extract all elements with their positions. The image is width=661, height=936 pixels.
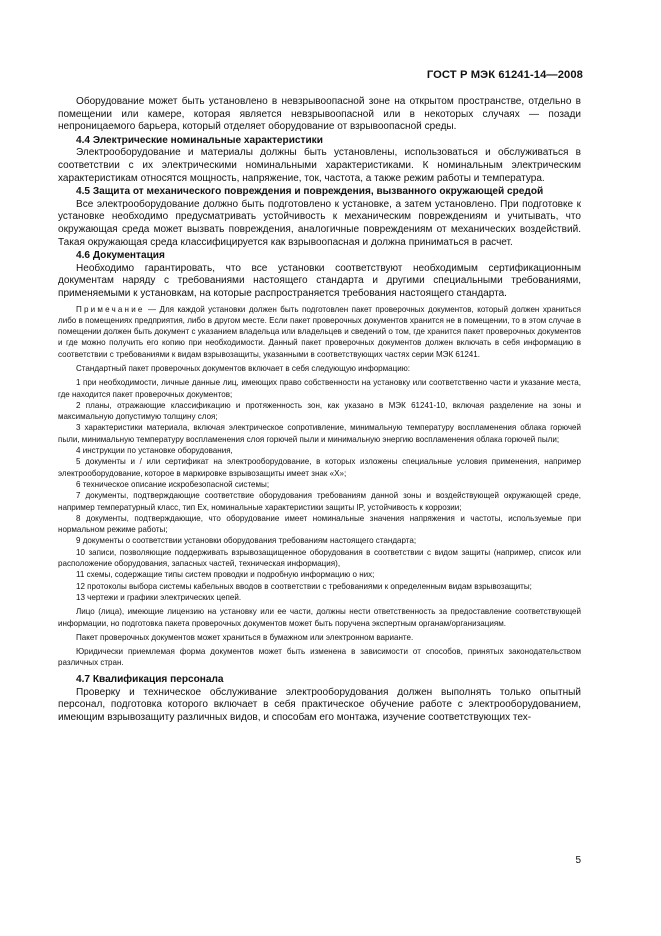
- section-4-4-text: Электрооборудование и материалы должны быть установлены, использоваться и обслуживаться в соответствии с их электрическими номинальными характеристиками. К номинальным электрическим характеристикам относятся мощность, напряжение, ток, частота, а также режим работы и температура.: [58, 147, 581, 184]
- list-item: 12 протоколы выбора системы кабельных вводов в соответствии с требованиями к определенным видам взрывозащиты;: [76, 581, 532, 591]
- list-item: 6 техническое описание искробезопасной системы;: [76, 479, 270, 489]
- note-paragraph: [58, 304, 581, 360]
- list-intro: Стандартный пакет проверочных документов включает в себя следующую информацию:: [76, 363, 411, 373]
- storage-paragraph: Пакет проверочных документов может храниться в бумажном или электронном варианте.: [76, 632, 414, 642]
- list-item: 10 записи, позволяющие поддерживать взрывозащищенное оборудования в соответствии с видом защиты (например, список или расположение оборудования, запасных частей, техническая информация),: [58, 547, 581, 569]
- list-item: 3 характеристики материала, включая электрическое сопротивление, минимальную температуру воспламенения облака горючей пыли, минимальную температуру воспламенения слоя горючей пыли и минимальную энергию воспламенения облака горючей пыли;: [58, 423, 581, 444]
- list-item: 9 документы о соответствии установки оборудования требованиям настоящего стандарта;: [76, 536, 417, 546]
- section-4-7-text: Проверку и техническое обслуживание электрооборудования должен выполнять только опытный персонал, подготовка которого включает в себя практическое обучение работе с электрооборудованием, имеющим взрывозащиту различных видов, и способам его монтажа, изучение соответствующих тех-: [58, 686, 581, 723]
- legal-paragraph: Юридически приемлемая форма документов может быть изменена в зависимости от способов, принятых законодательством различных стран.: [58, 647, 581, 668]
- section-4-4-heading: 4.4 Электрические номинальные характеристики: [76, 134, 323, 146]
- list-item: 2 планы, отражающие классификацию и протяженность зон, как указано в МЭК 61241-10, включая разделение на зоны и максимальную допустимую толщину слоя;: [58, 400, 581, 422]
- section-4-5-heading: 4.5 Защита от механического повреждения и повреждения, вызванного окружающей средой: [76, 186, 544, 198]
- list-item: 5 документы и / или сертификат на электрооборудование, в которых изложены специальные условия применения, например электрооборудование, которое в маркировке взрывозащиты имеет знак «X»;: [58, 457, 581, 478]
- section-4-5-text: Все электрооборудование должно быть подготовлено к установке, а затем установлено. При подготовке к установке необходимо предусматривать устойчивость к механическим повреждениям и учитывать, что окружающая среда может вызвать повреждения, аналогичные повреждениям от механических воздействий. Такая окружающая среда классифицируется как взрывоопасная и должна приниматься в расчет.: [58, 198, 581, 248]
- list-item: 1 при необходимости, личные данные лиц, имеющих право собственности на установку или соответственно части и указание места, где находится пакет проверочных документов;: [58, 378, 581, 399]
- list-item: 13 чертежи и графики электрических цепей.: [76, 592, 242, 602]
- persons-paragraph: Лицо (лица), имеющие лицензию на установку или ее части, должны нести ответственность за предоставление соответствующей информации, но подготовка пакета проверочных документов может быть поручена экспертным органам/организациям.: [58, 607, 581, 628]
- section-4-6-text: Необходимо гарантировать, что все установки соответствуют необходимым сертификационным документам наряду с требованиями настоящего стандарта и другими специальными требованиями, применяемыми к установкам, на которые распространяется требования настоящего стандарта.: [58, 262, 581, 299]
- note-label: Примечание: [76, 304, 145, 314]
- page-content: [58, 96, 581, 724]
- section-4-7-heading: 4.7 Квалификация персонала: [76, 673, 224, 685]
- intro-paragraph: Оборудование может быть установлено в невзрывоопасной зоне на открытом пространстве, отдельно в помещении или камере, которая является невзрывоопасной или в некоторых случаях — позади непроницаемого барьера, который отделяет оборудование от взрывоопасной среды.: [58, 96, 581, 133]
- list-item: 8 документы, подтверждающие, что оборудование имеет номинальные значения напряжения и частоты, используемые при нормальном режиме работы;: [58, 513, 581, 535]
- list-item: 4 инструкции по установке оборудования,: [76, 446, 233, 456]
- document-standard-number: ГОСТ Р МЭК 61241-14—2008: [426, 69, 583, 81]
- list-item: 11 схемы, содержащие типы систем проводки и подробную информацию о них;: [76, 570, 375, 580]
- page-number: 5: [575, 855, 581, 866]
- section-4-6-heading: 4.6 Документация: [76, 250, 165, 262]
- list-item: 7 документы, подтверждающие соответствие оборудования требованиям данной зоны и воздействующей окружающей среде, например температурный класс, тип Ex, номинальные характеристики защиты IP, устойчивость к коррозии;: [58, 491, 581, 512]
- note-text: — Для каждой установки должен быть подготовлен пакет проверочных документов, который должен храниться либо в помещениях предприятия, либо в другом месте. Если пакет проверочных документов хранится не в помещении, то в этом случае в помещении должен быть документ с указанием владельца или владельцев и сведений о том, где хранится пакет проверочных документов и где можно получить его копию при необходимости. Данный пакет проверочных документов должен включать в себя информацию в соответствии с требованиями к видам взрывозащиты, указанными в соответствующих частях серии МЭК 61241.: [58, 304, 581, 359]
